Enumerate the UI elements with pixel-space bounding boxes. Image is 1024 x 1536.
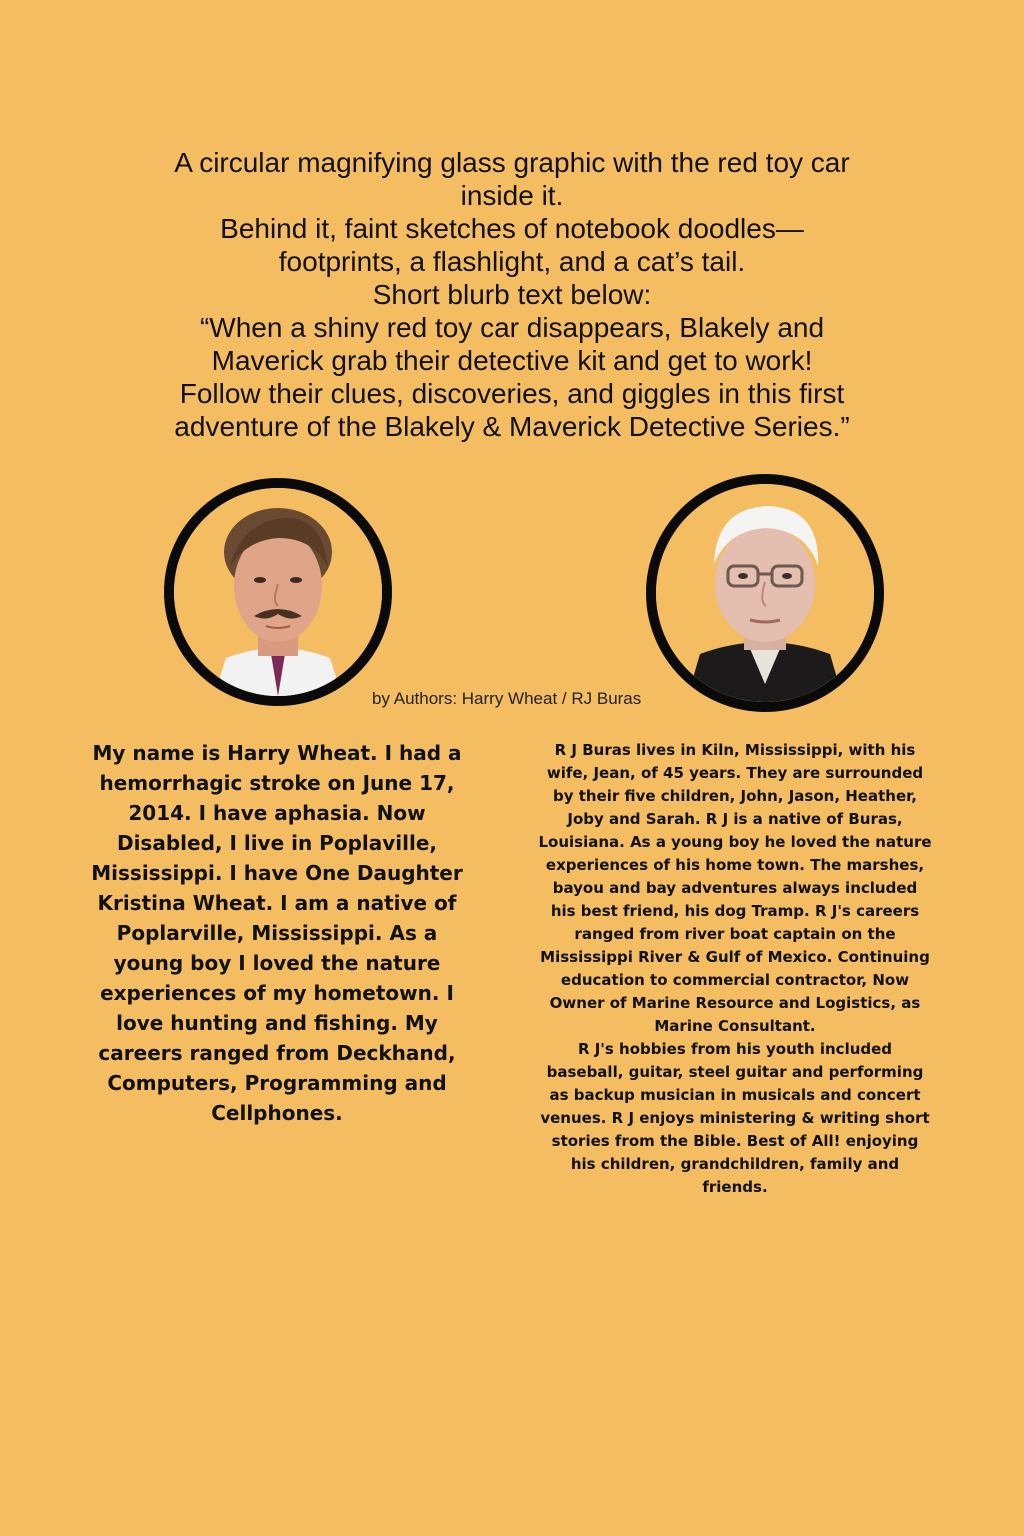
harry-wheat-portrait (164, 478, 392, 706)
blurb-line: Short blurb text below: (372, 279, 652, 310)
harry-wheat-bio: My name is Harry Wheat. I had a hemorrhagic stroke on June 17, 2014. I have aphasia. Now Disabled, I live in Poplaville, Mississippi. I have One Daughter Kristina Wheat. I am a native of Poplarville, Mississippi. As a young boy I loved the nature experiences of my hometown. I love hunting and fishing. My careers ranged from Deckhand, Computers, Programming and Cellphones. (91, 741, 463, 1125)
portrait-harry-wheat-icon (174, 488, 382, 696)
rj-buras-bio (538, 739, 932, 1199)
rj-bio-paragraph: R J Buras lives in Kiln, Mississippi, with his wife, Jean, of 45 years. They are surrounded by their five children, John, Jason, Heather, Joby and Sarah. R J is a native of Buras, Louisiana. As a young boy he loved the nature experiences of his home town. The marshes, bayou and bay adventures always included his best friend, his dog Tramp. R J's careers ranged from river boat captain on the Mississippi River & Gulf of Mexico. Continuing education to commercial contractor, Now Owner of Marine Resource and Logistics, as Marine Consultant. (538, 741, 932, 1035)
rj-buras-portrait (646, 474, 884, 712)
blurb-line: “When a shiny red toy car disappears, Blakely and Maverick grab their detective kit and get to work! (199, 312, 825, 376)
blurb-line: Behind it, faint sketches of notebook doodles—footprints, a flashlight, and a cat’s tail. (220, 213, 804, 277)
portrait-rj-buras-icon (656, 484, 874, 702)
blurb-line: A circular magnifying glass graphic with the red toy car inside it. (174, 147, 850, 211)
blurb-line: Follow their clues, discoveries, and giggles in this first adventure of the Blakely & Maverick Detective Series.” (174, 378, 850, 442)
rj-bio-paragraph: R J's hobbies from his youth included baseball, guitar, steel guitar and performing as backup musician in musicals and concert venues. R J enjoys ministering & writing short stories from the Bible. Best of All! enjoying his children, grandchildren, family and friends. (540, 1040, 930, 1196)
book-blurb (160, 146, 864, 443)
author-byline: by Authors: Harry Wheat / RJ Buras (372, 689, 642, 708)
